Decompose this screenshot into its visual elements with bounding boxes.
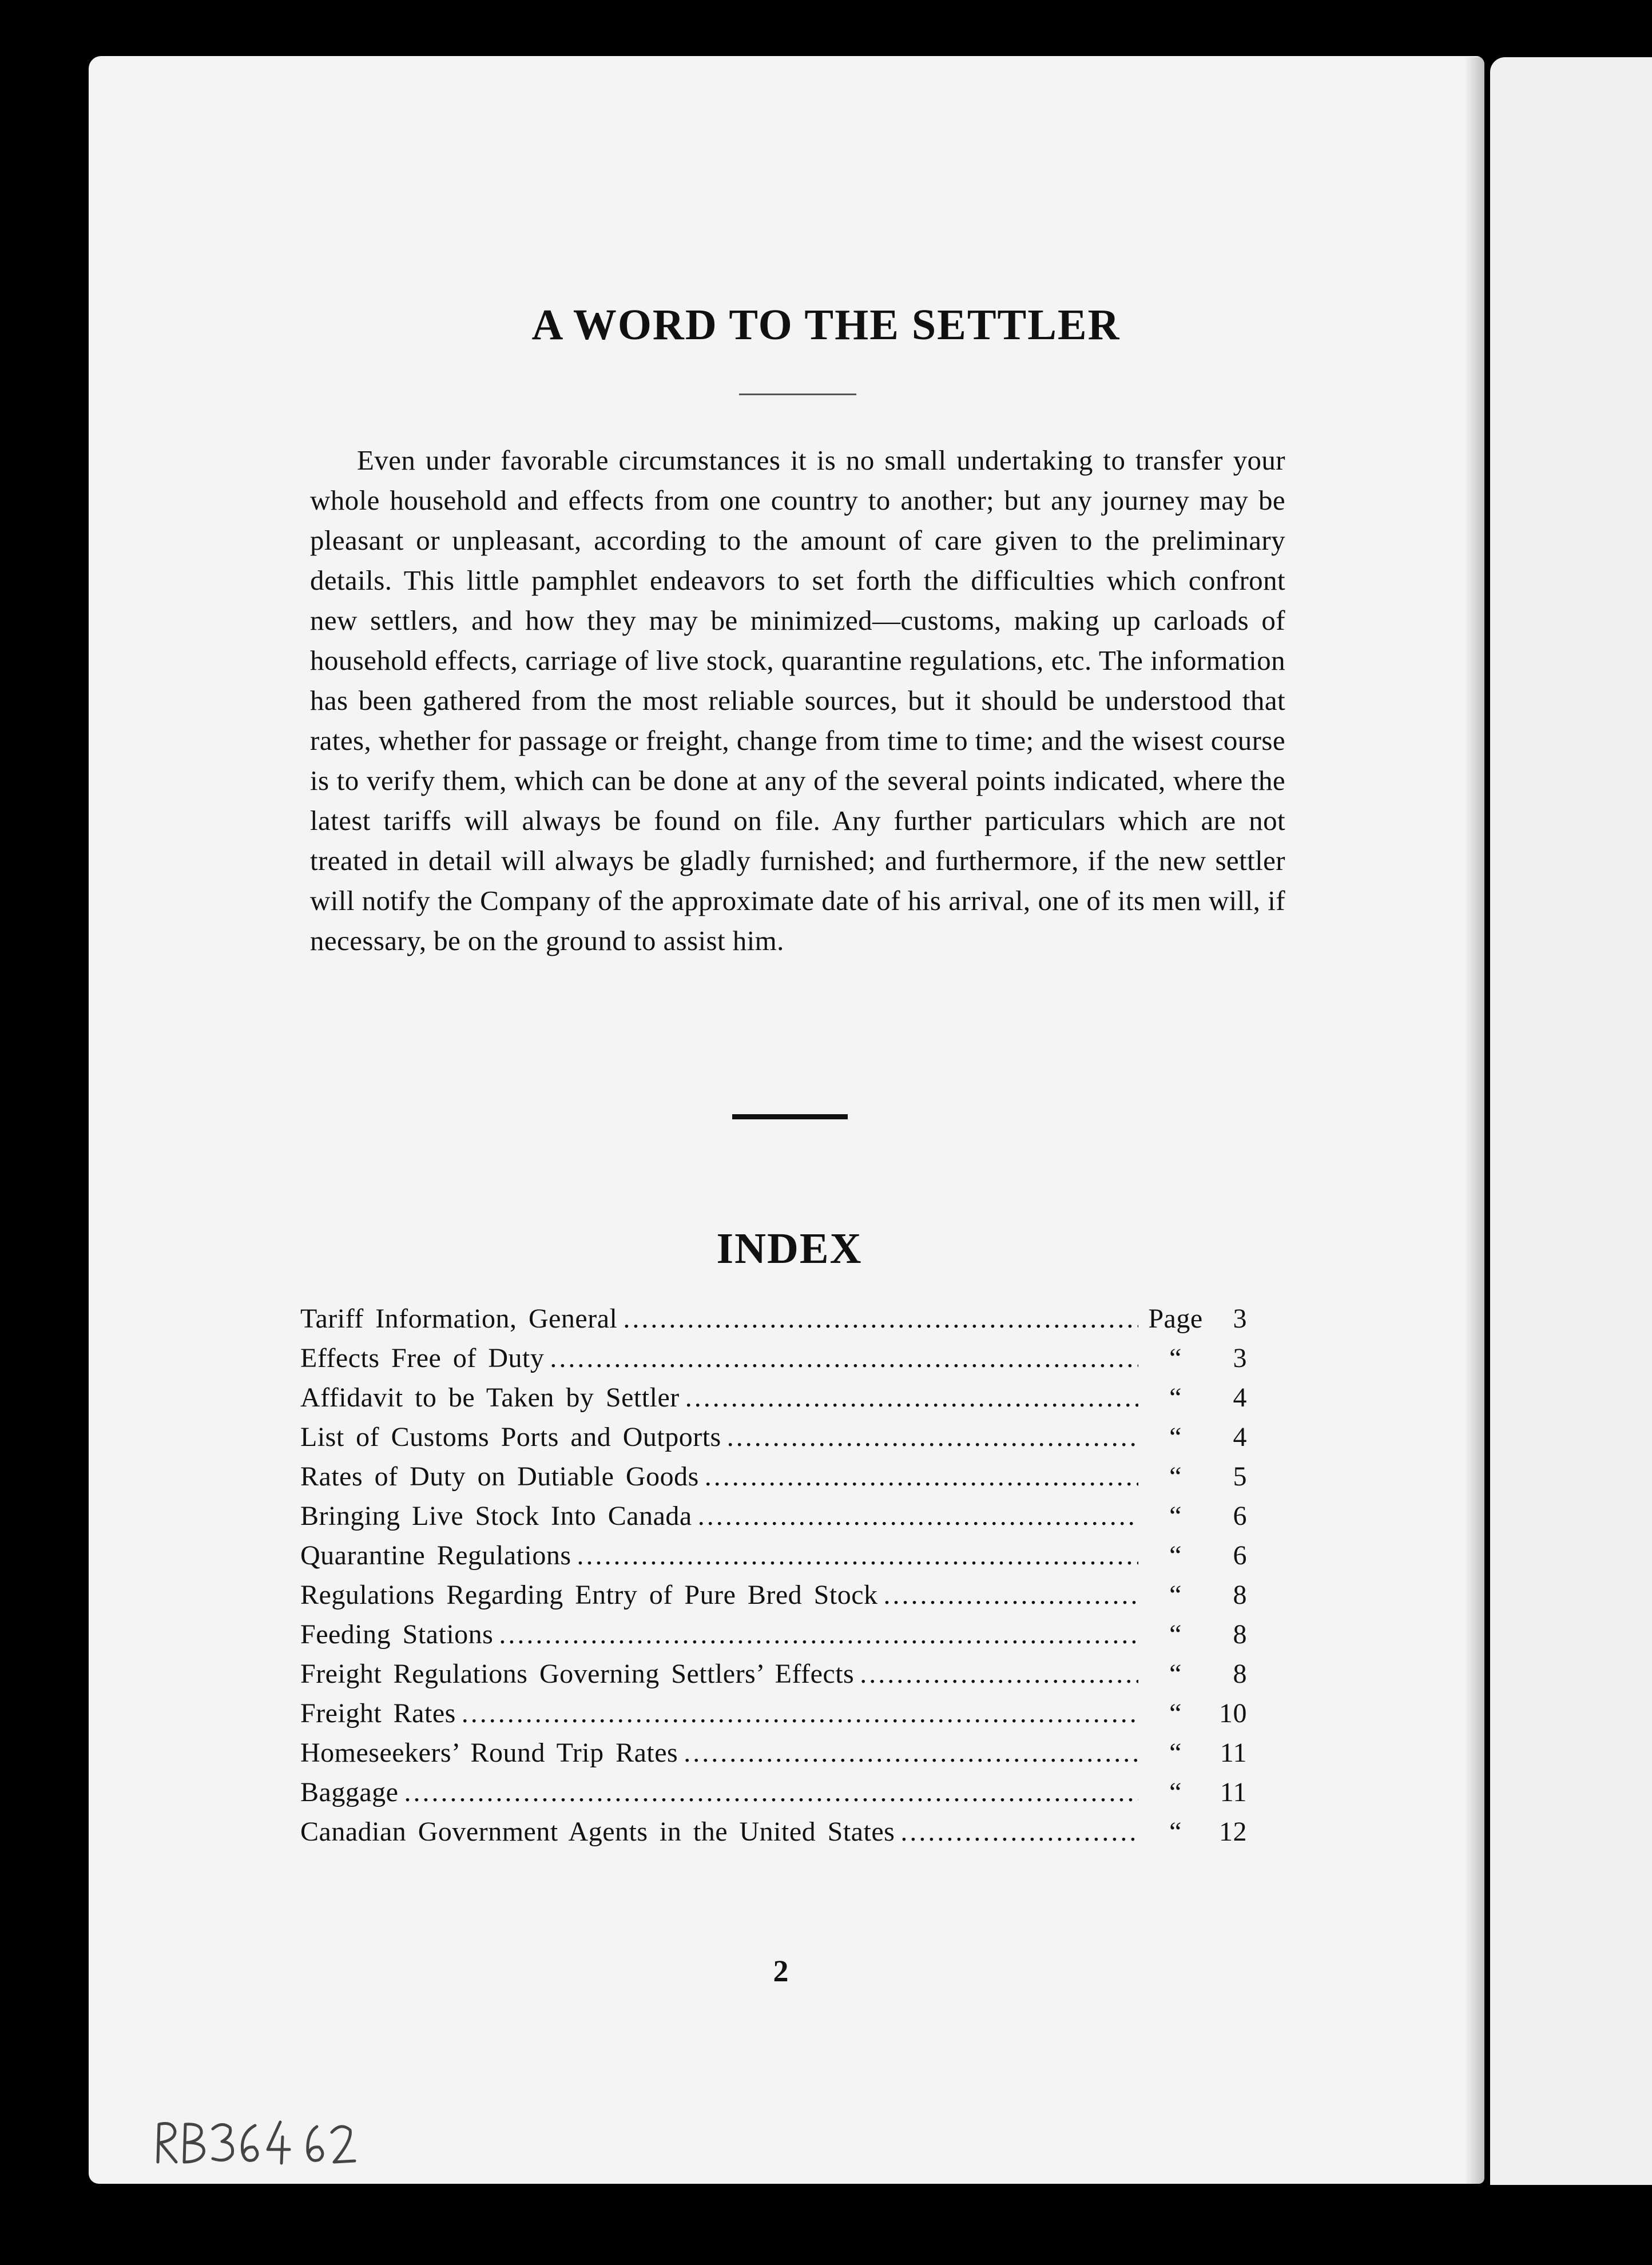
index-entry-ditto: “ xyxy=(1169,1619,1182,1650)
title-divider xyxy=(739,394,856,395)
index-entry-page: 4 xyxy=(1233,1382,1247,1413)
index-entry-label: Feeding Stations xyxy=(300,1619,494,1650)
section-divider xyxy=(732,1114,848,1119)
dot-leader xyxy=(900,1816,1138,1847)
dot-leader xyxy=(462,1698,1138,1729)
index-entry-ditto: “ xyxy=(1169,1461,1182,1492)
index-entry-page: 11 xyxy=(1220,1738,1247,1768)
index-entry-page: 3 xyxy=(1233,1304,1247,1334)
dot-leader xyxy=(550,1342,1138,1374)
dot-leader xyxy=(404,1777,1138,1808)
index-entry-ditto: “ xyxy=(1169,1540,1182,1571)
index-entry xyxy=(300,1816,1247,1855)
index-entry-ditto: “ xyxy=(1169,1580,1182,1610)
index-entry-page: 8 xyxy=(1233,1659,1247,1689)
index-list xyxy=(300,1303,1247,1855)
page-title: A WORD TO THE SETTLER xyxy=(531,301,1121,349)
index-entry xyxy=(300,1342,1247,1382)
index-entry xyxy=(300,1540,1247,1579)
index-entry-ditto: “ xyxy=(1169,1343,1182,1373)
index-entry-label: Bringing Live Stock Into Canada xyxy=(300,1501,692,1531)
page-fold-shadow xyxy=(1464,57,1487,2185)
index-entry-label: Effects Free of Duty xyxy=(300,1343,545,1373)
index-entry-page-word: Page xyxy=(1148,1304,1203,1334)
index-entry-label: List of Customs Ports and Outports xyxy=(300,1422,721,1452)
index-entry-ditto: “ xyxy=(1169,1422,1182,1452)
index-entry-label: Canadian Government Agents in the United States xyxy=(300,1817,895,1847)
dot-leader xyxy=(698,1500,1138,1532)
index-entry-label: Freight Rates xyxy=(300,1698,456,1728)
index-entry-ditto: “ xyxy=(1169,1659,1182,1689)
index-entry-label: Regulations Regarding Entry of Pure Bred Stock xyxy=(300,1580,878,1610)
index-entry xyxy=(300,1579,1247,1619)
index-entry xyxy=(300,1619,1247,1658)
index-entry-label: Freight Regulations Governing Settlers’ Effects xyxy=(300,1659,855,1689)
index-entry-page: 6 xyxy=(1233,1501,1247,1531)
index-entry-ditto: “ xyxy=(1169,1777,1182,1807)
index-entry xyxy=(300,1500,1247,1540)
index-entry xyxy=(300,1777,1247,1816)
index-entry-label: Affidavit to be Taken by Settler xyxy=(300,1382,680,1413)
index-entry-label: Rates of Duty on Dutiable Goods xyxy=(300,1461,699,1492)
index-entry xyxy=(300,1421,1247,1461)
handwritten-catalog-mark xyxy=(153,2116,359,2168)
index-entry-ditto: “ xyxy=(1169,1382,1182,1413)
intro-paragraph: Even under favorable circumstances it is no small undertaking to transfer your whole household and effects from one country to another; but any journey may be pleasant or unpleasant, according to the amount of care given to the preliminary details. This little pamphlet endeavors to set forth the difficulties which confront new settlers, and how they may be minimized—customs, making up carloads of household effects, carriage of live stock, quarantine regulations, etc. The information has been gathered from the most reliable sources, but it should be understood that rates, whether for passage or freight, change from time to time; and the wisest course is to verify them, which can be done at any of the several points indicated, where the latest tariffs will always be found on file. Any further particulars which are not treated in detail will always be gladly furnished; and furthermore, if the new settler will notify the Company of the approximate date of his arrival, one of its men will, if necessary, be on the ground to assist him. xyxy=(310,444,1285,956)
index-entry-page: 12 xyxy=(1219,1817,1247,1847)
index-entry-page: 3 xyxy=(1233,1343,1247,1373)
index-entry xyxy=(300,1303,1247,1342)
dot-leader xyxy=(577,1540,1138,1571)
index-entry xyxy=(300,1658,1247,1698)
index-entry-page: 8 xyxy=(1233,1580,1247,1610)
document-page xyxy=(89,56,1484,2184)
index-entry-label: Baggage xyxy=(300,1777,399,1807)
dot-leader xyxy=(684,1737,1138,1769)
index-entry xyxy=(300,1698,1247,1737)
index-entry xyxy=(300,1382,1247,1421)
page-number: 2 xyxy=(773,1954,789,1988)
index-entry-ditto: “ xyxy=(1169,1817,1182,1847)
dot-leader xyxy=(623,1303,1138,1334)
index-entry-ditto: “ xyxy=(1169,1698,1182,1728)
index-entry-label: Homeseekers’ Round Trip Rates xyxy=(300,1738,678,1768)
index-entry-page: 11 xyxy=(1220,1777,1247,1807)
dot-leader xyxy=(685,1382,1138,1413)
index-entry-page: 5 xyxy=(1233,1461,1247,1492)
index-entry-ditto: “ xyxy=(1169,1738,1182,1768)
dot-leader xyxy=(499,1619,1138,1650)
index-title: INDEX xyxy=(716,1225,863,1273)
index-entry-label: Tariff Information, General xyxy=(300,1304,618,1334)
index-entry-label: Quarantine Regulations xyxy=(300,1540,571,1571)
dot-leader xyxy=(705,1461,1138,1492)
index-entry xyxy=(300,1737,1247,1777)
index-entry-page: 10 xyxy=(1219,1698,1247,1728)
index-entry-page: 6 xyxy=(1233,1540,1247,1571)
dot-leader xyxy=(860,1658,1138,1690)
index-entry-ditto: “ xyxy=(1169,1501,1182,1531)
index-entry-page: 8 xyxy=(1233,1619,1247,1650)
dot-leader xyxy=(884,1579,1138,1611)
index-entry xyxy=(300,1461,1247,1500)
dot-leader xyxy=(727,1421,1138,1453)
index-entry-page: 4 xyxy=(1233,1422,1247,1452)
adjacent-page-edge xyxy=(1490,57,1652,2185)
